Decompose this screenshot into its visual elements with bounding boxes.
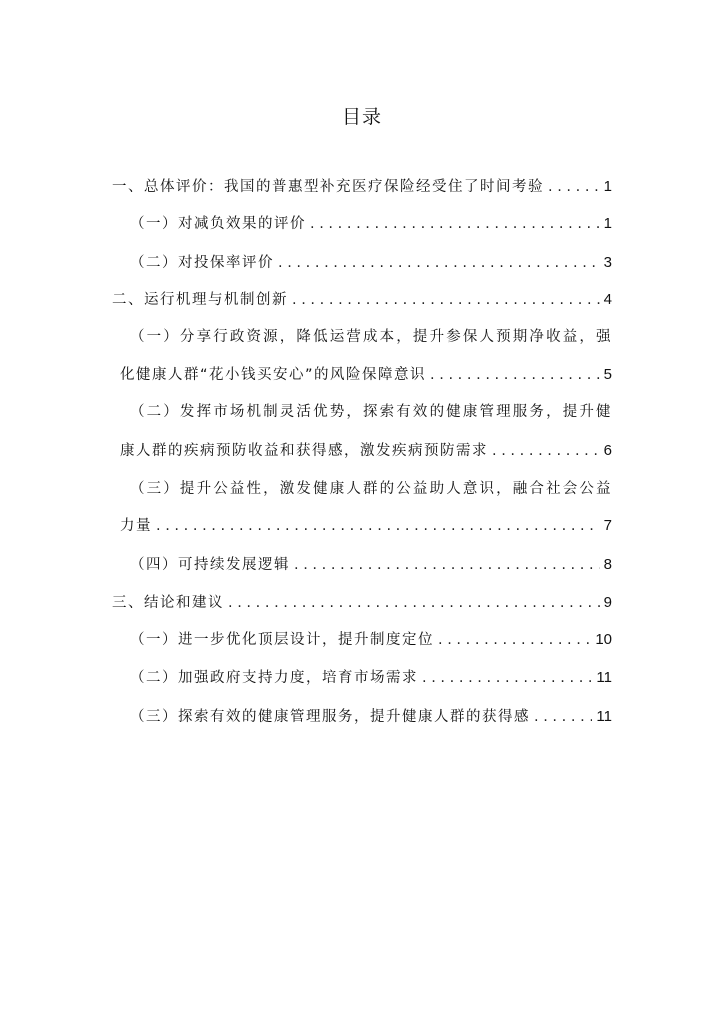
toc-page-number: 1 xyxy=(603,215,612,232)
toc-entry-label: （三）探索有效的健康管理服务，提升健康人群的获得感 xyxy=(130,709,530,725)
dot-leader xyxy=(530,705,592,729)
toc-entry-label: 化健康人群“花小钱买安心”的风险保障意识 xyxy=(120,367,427,383)
toc-entry-2-4[interactable] xyxy=(130,553,612,577)
toc-entry-2[interactable] xyxy=(112,288,612,312)
dot-leader xyxy=(434,628,591,652)
toc-page-number: 10 xyxy=(595,631,612,648)
dot-leader xyxy=(306,212,600,236)
toc-entry-label: （一）对减负效果的评价 xyxy=(130,216,306,232)
dot-leader xyxy=(290,553,600,577)
toc-page-number: 9 xyxy=(603,594,612,611)
toc-page-number: 11 xyxy=(596,669,612,686)
toc-entry-label: 康人群的疾病预防收益和获得感，激发疾病预防需求 xyxy=(120,443,488,459)
toc-entry-label: （一）进一步优化顶层设计，提升制度定位 xyxy=(130,632,434,648)
toc-entry-label-line1: （一）分享行政资源，降低运营成本，提升参保人预期净收益，强 xyxy=(130,329,612,345)
toc-entry-3-1[interactable] xyxy=(130,628,612,652)
toc-entry-3[interactable] xyxy=(112,591,612,615)
toc-page-number: 1 xyxy=(603,178,612,195)
toc-page-number: 11 xyxy=(596,708,612,725)
toc-page-number: 5 xyxy=(603,366,612,383)
toc-entry-2-2-line1[interactable] xyxy=(130,400,612,424)
toc-title: 目录 xyxy=(341,106,382,128)
dot-leader xyxy=(544,175,600,199)
toc-entry-label-line1: （三）提升公益性，激发健康人群的公益助人意识，融合社会公益 xyxy=(130,481,612,497)
toc-entry-label: （二）对投保率评价 xyxy=(130,255,274,271)
toc-entry-label: （二）加强政府支持力度，培育市场需求 xyxy=(130,670,418,686)
toc-page-number: 6 xyxy=(603,442,612,459)
toc-page-number: 8 xyxy=(603,556,612,573)
toc-entry-label: （四）可持续发展逻辑 xyxy=(130,557,290,573)
toc-entry-1[interactable] xyxy=(112,175,612,199)
toc-entry-2-3[interactable] xyxy=(120,514,612,538)
toc-entry-1-2[interactable] xyxy=(130,251,612,275)
toc-entry-label: 一、总体评价：我国的普惠型补充医疗保险经受住了时间考验 xyxy=(112,179,544,195)
toc-page-number: 7 xyxy=(603,517,612,534)
toc-entry-label: 三、结论和建议 xyxy=(112,595,224,611)
toc-page-number: 3 xyxy=(603,254,612,271)
toc-entry-2-1-line1[interactable] xyxy=(130,325,612,349)
toc-entry-label-line1: （二）发挥市场机制灵活优势，探索有效的健康管理服务，提升健 xyxy=(130,404,612,420)
dot-leader xyxy=(274,251,600,275)
dot-leader xyxy=(488,439,600,463)
toc-entry-label: 二、运行机理与机制创新 xyxy=(112,292,288,308)
toc-page-number: 4 xyxy=(603,291,612,308)
dot-leader xyxy=(288,288,600,312)
dot-leader xyxy=(224,591,600,615)
dot-leader xyxy=(418,666,592,690)
toc-entry-label: 力量 xyxy=(120,518,152,534)
toc-entry-2-2[interactable] xyxy=(120,439,612,463)
dot-leader xyxy=(426,363,600,387)
toc-entry-2-1[interactable] xyxy=(120,363,612,387)
dot-leader xyxy=(152,514,600,538)
toc-entry-3-2[interactable] xyxy=(130,666,612,690)
toc-entry-2-3-line1[interactable] xyxy=(130,477,612,501)
toc-entry-3-3[interactable] xyxy=(130,705,612,729)
toc-entry-1-1[interactable] xyxy=(130,212,612,236)
